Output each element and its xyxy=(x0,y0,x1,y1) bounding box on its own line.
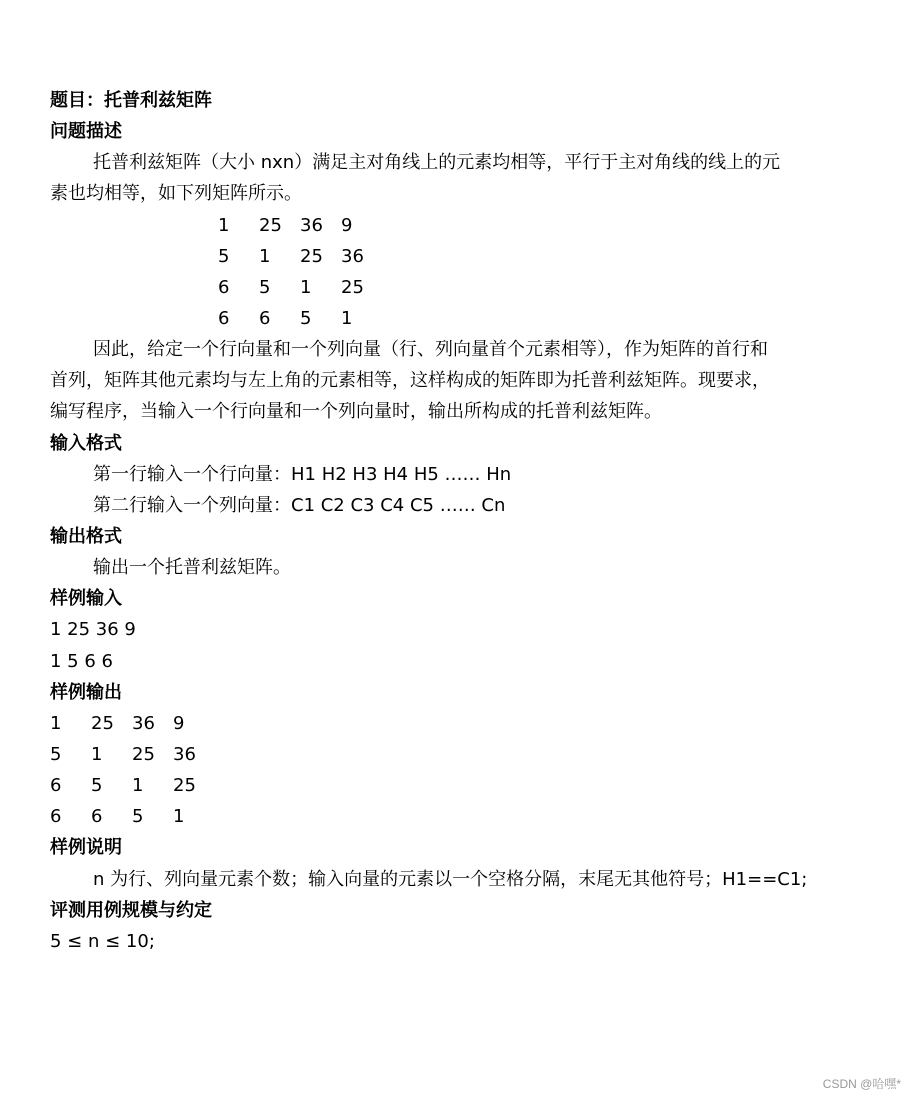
matrix-row xyxy=(50,770,890,801)
matrix-cell: 1 xyxy=(91,743,103,765)
paragraph-line: 编写程序，当输入一个行向量和一个列向量时，输出所构成的托普利兹矩阵。 xyxy=(50,401,662,423)
matrix-cell: 6 xyxy=(218,276,230,298)
paragraph-line: 托普利兹矩阵（大小 nxn）满足主对角线上的元素均相等，平行于主对角线的线上的元 xyxy=(93,152,781,174)
heading-constraints: 评测用例规模与约定 xyxy=(50,899,212,921)
heading-sample-output: 样例输出 xyxy=(50,681,122,703)
input-format-line: 第二行输入一个列向量：C1 C2 C3 C4 C5 …… Cn xyxy=(93,494,506,516)
matrix-cell: 25 xyxy=(341,276,364,298)
constraints-line: 5 ≤ n ≤ 10; xyxy=(50,930,155,952)
heading-output-format: 输出格式 xyxy=(50,525,122,547)
matrix-cell: 5 xyxy=(50,743,62,765)
heading-sample-input: 样例输入 xyxy=(50,588,122,610)
matrix-cell: 1 xyxy=(300,276,312,298)
matrix-cell: 6 xyxy=(218,307,230,329)
matrix-cell: 5 xyxy=(91,775,103,797)
matrix-cell: 5 xyxy=(218,245,230,267)
matrix-cell: 36 xyxy=(173,743,196,765)
matrix-row xyxy=(50,739,890,770)
matrix-cell: 1 xyxy=(132,775,144,797)
output-format-line: 输出一个托普利兹矩阵。 xyxy=(93,557,291,579)
example-matrix xyxy=(50,210,890,335)
matrix-cell: 1 xyxy=(50,712,62,734)
matrix-row xyxy=(50,210,890,241)
matrix-cell: 25 xyxy=(91,712,114,734)
heading-sample-explanation: 样例说明 xyxy=(50,837,122,859)
matrix-cell: 36 xyxy=(341,245,364,267)
matrix-cell: 9 xyxy=(173,712,185,734)
matrix-cell: 5 xyxy=(300,307,312,329)
matrix-cell: 9 xyxy=(341,214,353,236)
matrix-cell: 1 xyxy=(173,806,185,828)
matrix-cell: 1 xyxy=(341,307,353,329)
paragraph-line: 素也均相等，如下列矩阵所示。 xyxy=(50,183,302,205)
matrix-cell: 6 xyxy=(259,307,271,329)
heading-input-format: 输入格式 xyxy=(50,432,122,454)
page-title: 题目：托普利兹矩阵 xyxy=(50,90,212,111)
matrix-cell: 25 xyxy=(132,743,155,765)
matrix-cell: 5 xyxy=(132,806,144,828)
matrix-cell: 25 xyxy=(259,214,282,236)
matrix-cell: 36 xyxy=(132,712,155,734)
matrix-row xyxy=(50,303,890,334)
matrix-row xyxy=(50,801,890,832)
matrix-cell: 6 xyxy=(50,775,62,797)
sample-output-matrix xyxy=(50,708,890,833)
paragraph-line: 因此，给定一个行向量和一个列向量（行、列向量首个元素相等），作为矩阵的首行和 xyxy=(93,339,768,361)
matrix-cell: 6 xyxy=(91,806,103,828)
sample-input-line: 1 5 6 6 xyxy=(50,650,113,672)
matrix-cell: 25 xyxy=(300,245,323,267)
input-format-line: 第一行输入一个行向量：H1 H2 H3 H4 H5 …… Hn xyxy=(93,463,512,485)
matrix-cell: 36 xyxy=(300,214,323,236)
matrix-cell: 6 xyxy=(50,806,62,828)
sample-input-line: 1 25 36 9 xyxy=(50,619,136,641)
matrix-cell: 25 xyxy=(173,775,196,797)
heading-description: 问题描述 xyxy=(50,121,122,143)
matrix-row xyxy=(50,241,890,272)
matrix-row xyxy=(50,272,890,303)
matrix-row xyxy=(50,708,890,739)
document xyxy=(50,85,890,957)
matrix-cell: 1 xyxy=(218,214,230,236)
matrix-cell: 5 xyxy=(259,276,271,298)
watermark: CSDN @哈嘿* xyxy=(822,1077,901,1091)
paragraph-line: 首列，矩阵其他元素均与左上角的元素相等，这样构成的矩阵即为托普利兹矩阵。现要求， xyxy=(50,370,770,392)
matrix-cell: 1 xyxy=(259,245,271,267)
explanation-line: n 为行、列向量元素个数；输入向量的元素以一个空格分隔，末尾无其他符号；H1==C1; xyxy=(93,868,808,890)
